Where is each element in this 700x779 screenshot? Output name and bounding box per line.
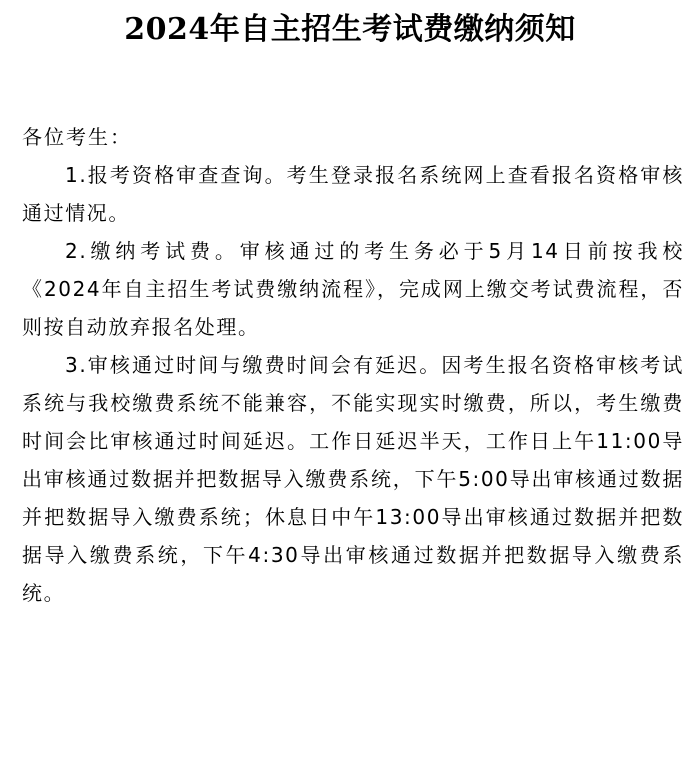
page-title: 2024年自主招生考试费缴纳须知 [124,12,576,47]
paragraph-2: 2.缴纳考试费。审核通过的考生务必于5月14日前按我校《2024年自主招生考试费缴纳流程》，完成网上缴交考试费流程，否则按自动放弃报名处理。 [22,239,684,339]
paragraph-3: 3.审核通过时间与缴费时间会有延迟。因考生报名资格审核考试系统与我校缴费系统不能兼容，不能实现实时缴费，所以，考生缴费时间会比审核通过时间延迟。工作日延迟半天，工作日上午11:00导出审核通过数据并把数据导入缴费系统，下午5:00导出审核通过数据并把数据导入缴费系统；休息日中午13:00导出审核通过数据并把数据导入缴费系统，下午4:30导出审核通过数据并把数据导入缴费系统。 [22,353,684,605]
document-body [22,118,684,612]
paragraph-1: 1.报考资格审查查询。考生登录报名系统网上查看报名资格审核通过情况。 [22,163,684,225]
greeting: 各位考生： [22,125,132,149]
